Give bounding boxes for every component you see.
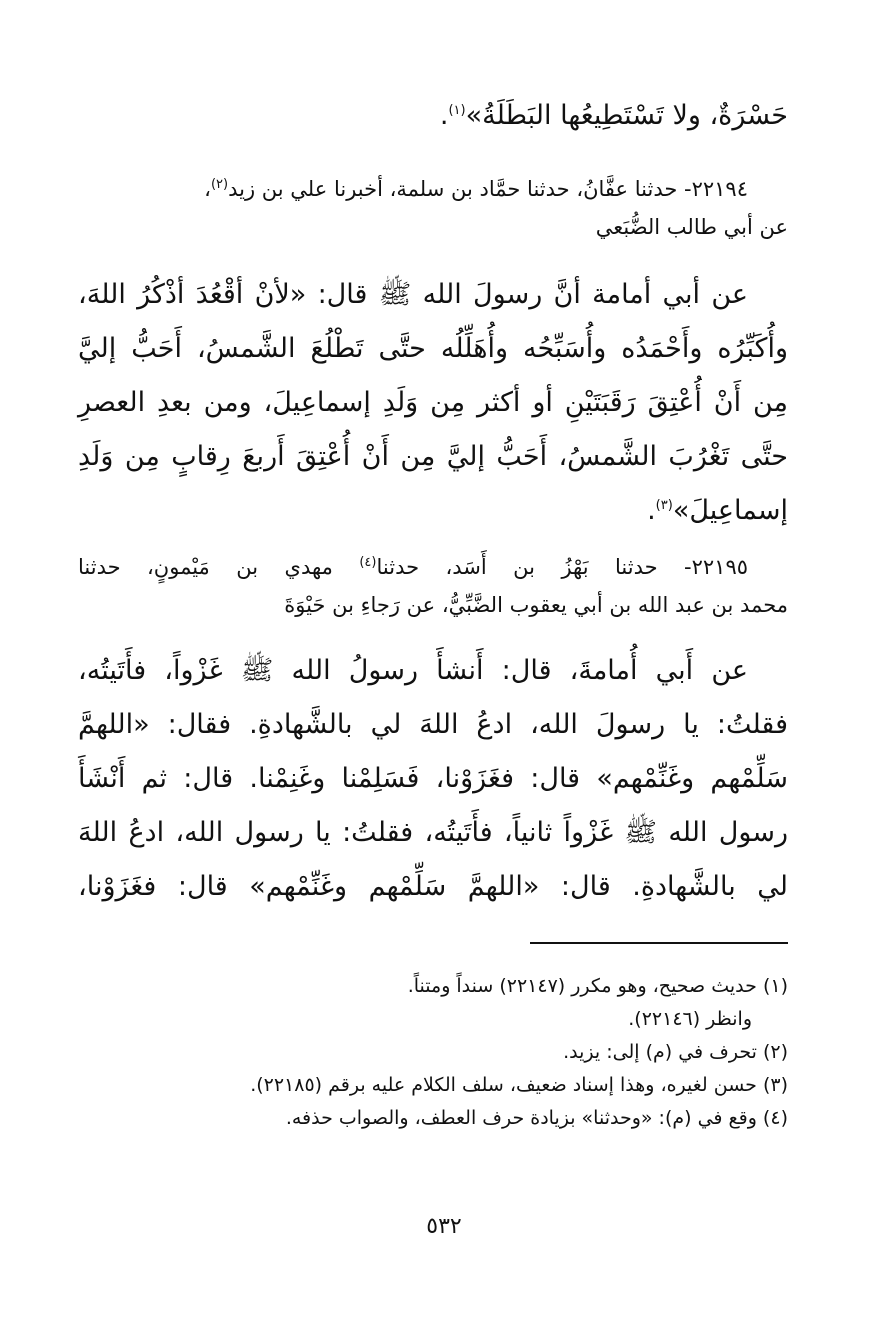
matn-last-end: . [647,495,656,526]
matn-line: مِن أَنْ أُعْتِقَ رَقَبَتَيْنِ أو أكثر مِن وَلَدِ إسماعِيلَ، ومن بعدِ العصرِ [78,387,788,418]
matn-line: عن أَبي أُمامةَ، قال: أَنشأَ رسولُ الله ﷺ غَزْواً، فأَتَيتُه، [78,655,748,686]
matn-line: سَلِّمْهم وغَنِّمْهم» قال: فغَزَوْنا، فَسَلِمْنا وغَنِمْنا. قال: ثم أَنْشَأَ [78,763,788,794]
isnad-rest: مهدي بن مَيْمونٍ، حدثنا [78,555,360,579]
footnote-item: (٤) وقع في (م): «وحدثنا» بزيادة حرف العطف، والصواب حذفه. [285,1107,788,1129]
hadith-22194-matn [78,268,788,538]
matn-line: حتَّى تَغْرُبَ الشَّمسُ، أَحَبُّ إليَّ مِن أَنْ أُعْتِقَ أَربعَ رِقابٍ مِن وَلَدِ [78,441,788,472]
page-number: ٥٣٢ [426,1214,462,1239]
matn-last-text: إسماعِيلَ» [672,495,788,526]
matn-line: وأُكَبِّرُه وأَحْمَدُه وأُسَبِّحُه وأُهَلِّلُه حتَّى تَطْلُعَ الشَّمسُ، أَحَبُّ إليَّ [78,333,788,364]
isnad-line: محمد بن عبد الله بن أبي يعقوب الضَّبِّيُّ، عن رَجاءِ بن حَيْوَةَ [284,593,788,617]
continuation-line [78,100,788,131]
matn-line-last [78,484,788,538]
matn-line: عن أبي أمامة أنَّ رسولَ الله ﷺ قال: «لأنْ أقْعُدَ أذْكُرُ اللهَ، [78,279,748,310]
isnad-line: عن أبي طالب الضُّبَعي [595,215,788,239]
footnotes [78,970,788,1135]
isnad-end: ، [204,177,211,201]
footnote-ref-2: (٢) [210,177,229,192]
matn-line: فقلتُ: يا رسولَ الله، ادعُ اللهَ لي بالشَّهادةِ. فقال: «اللهمَّ [78,709,788,740]
hadith-22195-matn [78,644,788,914]
continuation-text: حَسْرَةٌ، ولا تَسْتَطِيعُها البَطَلَةُ» [465,100,788,131]
hadith-22195-isnad [78,548,788,624]
isnad-line [78,170,788,208]
footnote-item: (٣) حسن لغيره، وهذا إسناد ضعيف، سلف الكلام عليه برقم (٢٢١٨٥). [250,1074,788,1096]
matn-line: رسول الله ﷺ غَزْواً ثانياً، فأَتَيتُه، فقلتُ: يا رسول الله، ادعُ اللهَ [78,817,788,848]
footnote-ref-3: (٣) [655,498,673,513]
footnote-separator [530,942,788,944]
matn-line: لي بالشَّهادةِ. قال: «اللهمَّ سَلِّمْهم وغَنِّمْهم» قال: فغَزَوْنا، [78,871,788,902]
hadith-22194-isnad [78,170,788,246]
isnad-text: ٢٢١٩٥- حدثنا بَهْزُ بن أَسَد، حدثنا [376,555,749,579]
footnote-ref-4: (٤) [359,555,377,570]
footnote-item: (١) حديث صحيح، وهو مكرر (٢٢١٤٧) سنداً ومتناً. [407,975,788,997]
continuation-end: . [439,100,449,131]
isnad-line [78,548,788,586]
footnote-ref-1: (١) [448,103,466,118]
footnote-item: (٢) تحرف في (م) إلى: يزيد. [563,1041,788,1063]
footnote-item: وانظر (٢٢١٤٦). [628,1008,752,1030]
isnad-text: ٢٢١٩٤- حدثنا عفَّانُ، حدثنا حمَّاد بن سلمة، أخبرنا علي بن زيد [228,177,748,201]
